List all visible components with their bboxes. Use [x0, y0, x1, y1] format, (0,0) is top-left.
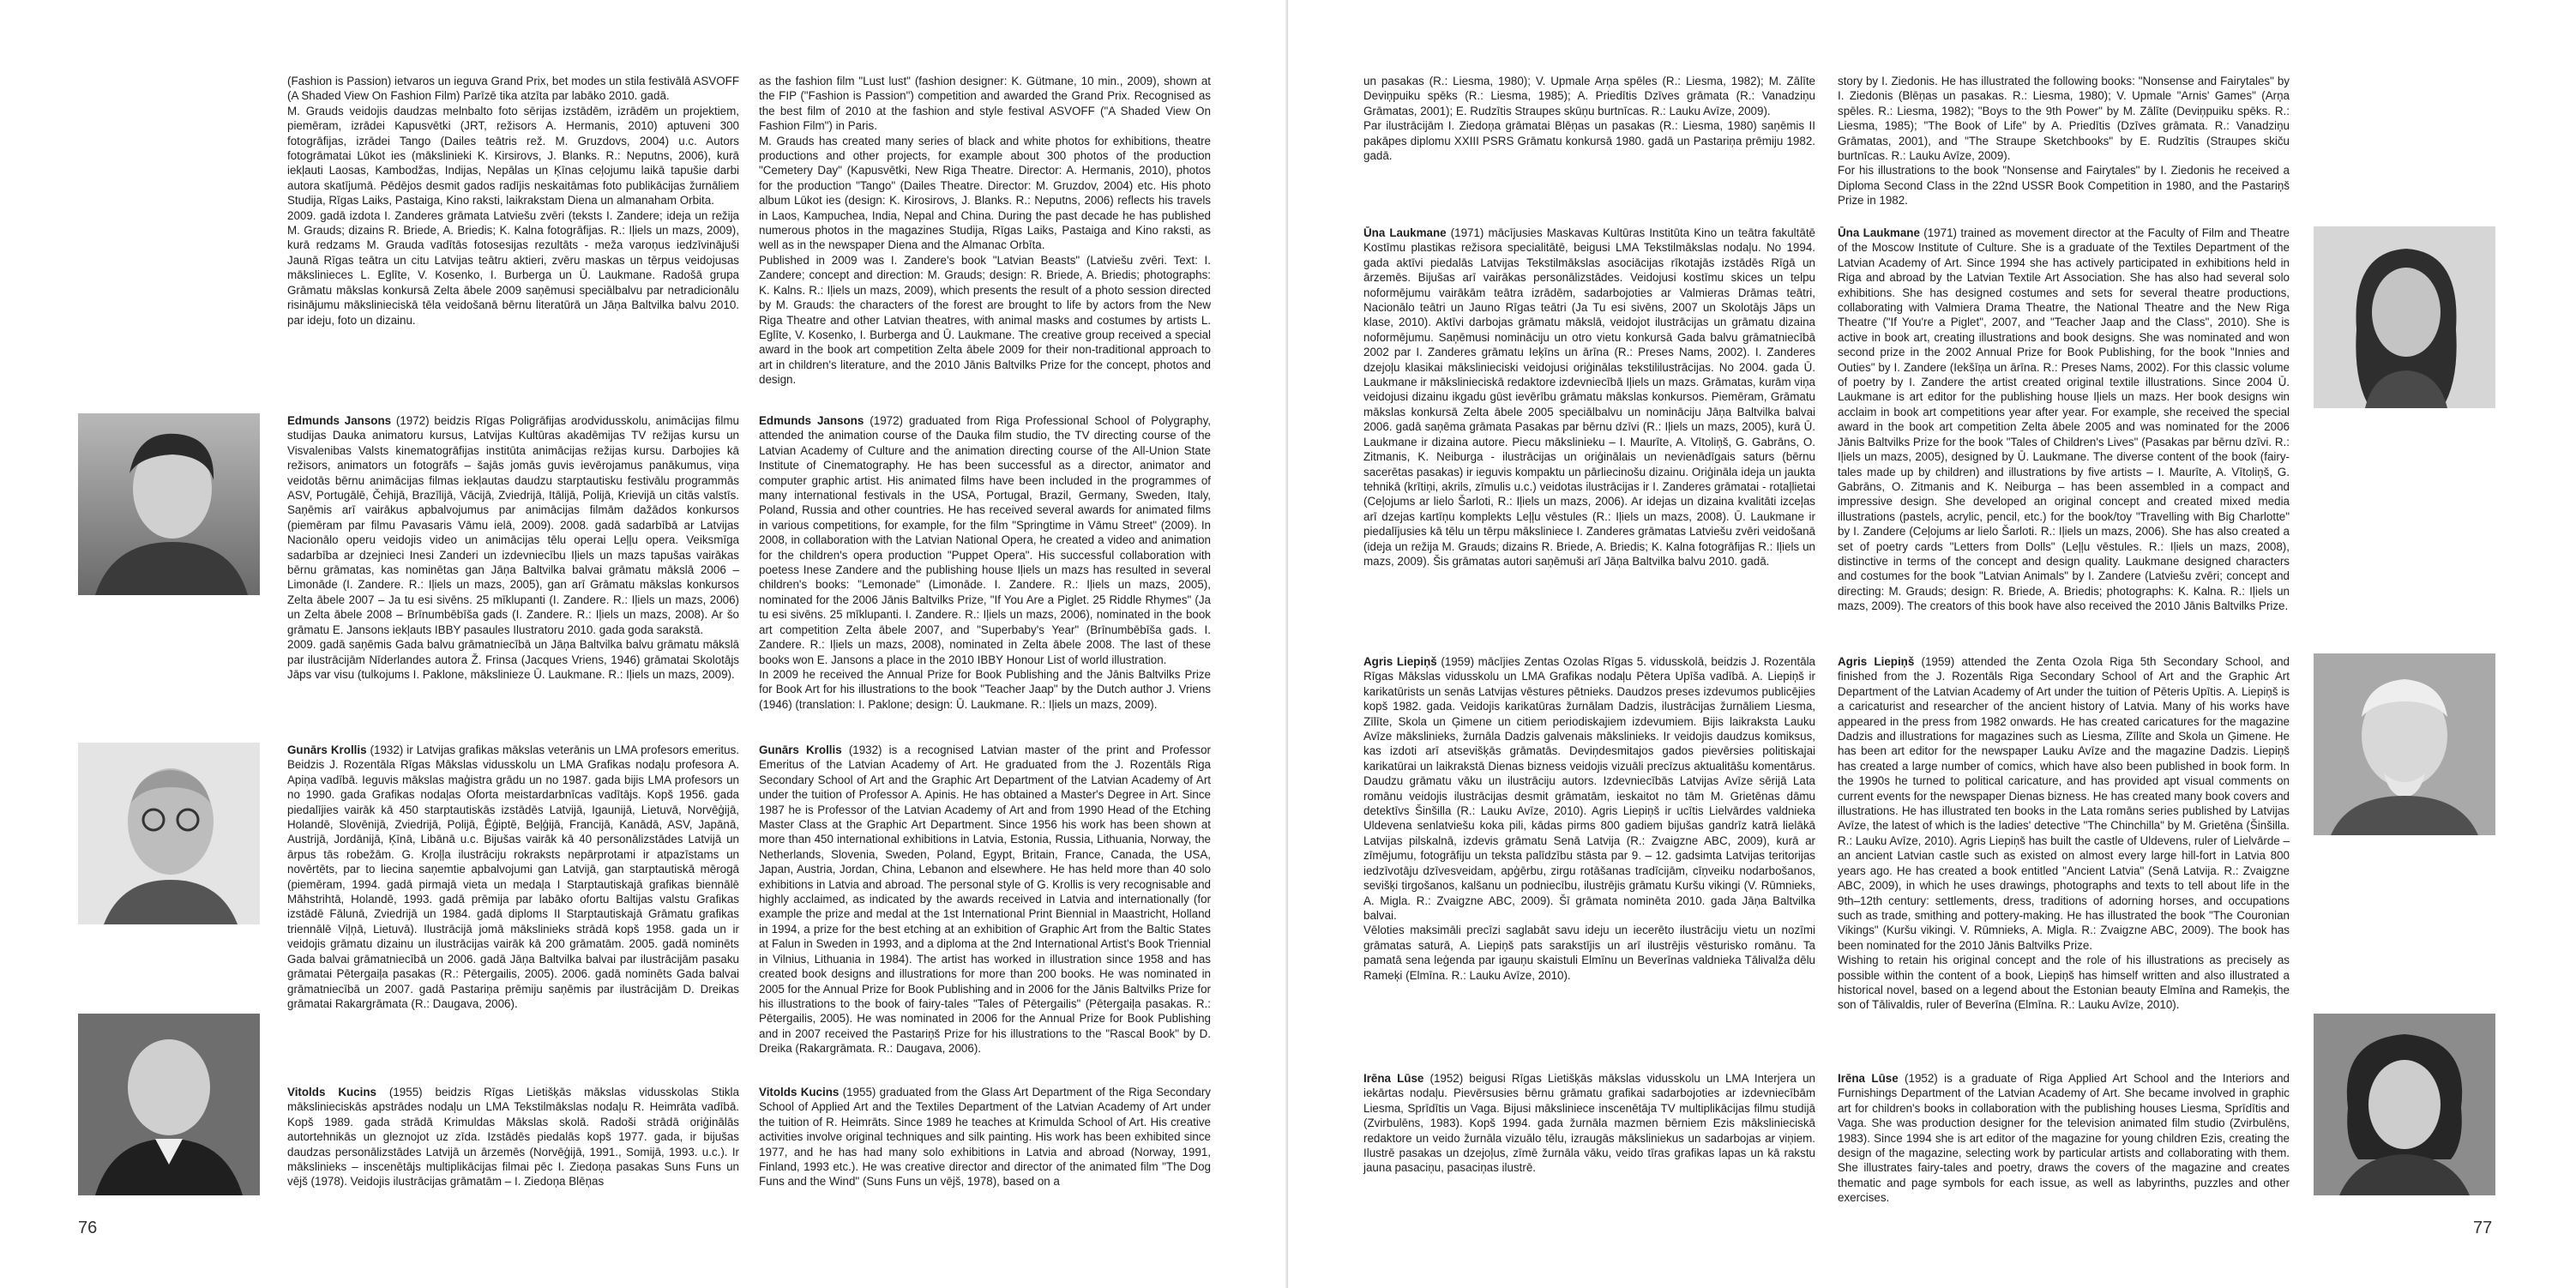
bio-text: (1959) mācījies Zentas Ozolas Rīgas 5. vidusskolā, beidzis J. Rozentāla Rīgas Mākslas vidusskolu un LMA Grafikas nodaļu Pētera Upīša vadībā. A. Liepiņš ir karikatūrists un senās Latvijas vēstures pētnieks. Daudzos preses izdevumos publicējies kopš 1982. gada. Veidojis karikatūras žurnālam Dadzis, ilustrācijas žurnāliem Liesma, Zīlīte, Skola un Ģimene un citiem periodiskajiem izdevumiem. Bijis laikraksta Lauku Avīze mākslinieks, žurnāla Dadzis galvenais mākslinieks. Ir veidojis daudzus komiksus, kas izdoti arī atsevišķās grāmatās. Deviņdesmitajos gados pievērsies politiskajai karikatūrai un laikrakstā Dienas bizness veidojis vizuāli precīzus aktualitāšu komentārus. Daudzu grāmatu vāku un ilustrāciju autors. Izdevniecībās Latvijas Avīze sērijā Lata romānu veidojis ilustrācijas desmit grāmatām, ieskaitot no tām M. Grietēnas dāmu detektīvs Šinšilla (R.: Lauku Avīze, 2010). Agris Liepiņš ir ucītis Lielvārdes valdnieka Uldevena senlatviešu koka pili, kādas pirms 800 gadiem bijušas gandrīz katrā lielākā Latvijas pilskalnā, izdevis grāmatu Senā Latvija (R.: Zvaigzne ABC, 2009), kurā ar zīmējumu, fotogrāfiju un teksta palīdzību stāsta par 9. – 12. gadsimta Latvijas teritorijas iedzīvotāju dzīvesveidam, apģērbu, zirgu rotāšanas tradīcijām, cīņveiku nodarbošanos, sevišķi tirgošanos, kalšanu un podniecību, ilustrējis grāmatu Kuršu vikingi (V. Rūmnieks, A. Migla. R.: Zvaigzne ABC, 2009). Šī grāmata nominēta 2010. gada Jāņa Baltvilka balvai. Vēloties maksimāli precīzi saglabāt savu ideju un iecerēto ilustrāciju vietu un nozīmi grāmatas saturā, A. Liepiņš pats sarakstījis un arī ilustrējis vēsturisko romānu. Ta pamatā sena leģenda par igauņu skaistuli Elmīnu un Beverīnas valdnieka Tālivalža dēlu Rameķi (Elmīna. R.: Lauku Avīze, 2010).: [1363, 655, 1815, 982]
paragraph: (Fashion is Passion) ietvaros un ieguva Grand Prix, bet modes un stila festivālā ASVOFF (A Shaded View On Fashion Film) Parīzē tika atzīta par labāko 2010. gadā.: [287, 75, 739, 103]
entry-en-agris-liepins: [1838, 654, 2290, 1013]
entry-en-vitolds-kucins: [759, 1085, 1211, 1205]
bio-text: (1932) ir Latvijas grafikas mākslas veterānis un LMA profesors emeritus. Beidzis J. Rozentāla Rīgas Mākslas vidusskolu un LMA Grafikas nodaļu profesora A. Apiņa vadībā. Ieguvis mākslas maģistra grādu un no 1987. gada bijis LMA profesors un no 1990. gada Grafikas nodaļas Oforta meistardarbnīcas vadītājs. Kopš 1956. gada piedalījies vairāk kā 450 starptautiskās izstādēs Latvijā, Igaunijā, Lietuvā, Norvēģijā, Holandē, Slovēnijā, Zviedrijā, Polijā, Ēģiptē, Beļģijā, Francijā, Kanādā, ASV, Japānā, Austrijā, Jordānijā, Ķīnā, Libānā u.c. Bijušas vairāk kā 40 personālizstādes Latvijā un ārpus tās robežām. G. Kroļļa ilustrāciju rokraksts nepārprotami ir atpazīstams un novērtēts, par to liecina saņemtie apbalvojumi gan Latvijā, gan starptautiskā mērogā (piemēram, 1994. gadā pirmajā vieta un medaļa I Starptautiskajā grafikas biennālē Māhstrihtā, Holandē, 1993. gadā prēmija par labāko ofortu Baltijas valstu Grafikas izstādē Fālunā, Zviedrijā un 1984. gadā diploms II Starptautiskajā Grāmatu grafikas triennālē Viļņā, Lietuvā). Ilustrācijā jomā mākslinieks strādā kopš 1958. gada un ir veidojis grāmatu dizainu un ilustrācijas vairāk kā 200 grāmatām. 2005. gadā nominēts Gada balvai grāmatniecībā un 2006. gadā Jāņa Baltvilka balvai par ilustrācijām pasaku grāmatai Pētergaiļa pasakas (R.: Pētergailis, 2005). 2006. gadā nominēts Gada balvai grāmatniecībā un 2007. gadā Pastariņa prēmiju saņēmis par ilustrācijām D. Dreikas grāmatai Rakargrāmata (R.: Daugava, 2006).: [287, 743, 739, 1010]
paragraph: 2009. gadā izdota I. Zanderes grāmata Latviešu zvēri (teksts I. Zandere; ideja un režija M. Grauds; dizains R. Briede, A. Briedis; K. Kalna fotogrāfijas. R.: Iļiels un mazs, 2009), kurā redzams M. Grauda vadītās fotosesijas rezultāts - meža varoņus iedzīvinājuši Jaunā Rīgas teātra un citu Latvijas teātru aktieri, zvēru maskas un tērpus veidojusas mākslinieces L. Eglīte, V. Kosenko, I. Burberga un Ū. Laukmane. Radošā grupa Grāmatu mākslas konkursā Zelta ābele 2009 saņēmusi speciālbalvu par netradicionālu risinājumu mākslinieciskā tēla veidošanā bērnu literatūrā un Jāņa Baltvilka balvu 2010. par ideju, foto un dizainu.: [287, 208, 739, 327]
entry-en-una-laukmane: [1838, 226, 2290, 613]
entry-lv-agris-liepins: [1363, 654, 1815, 1013]
page-number-left: 76: [78, 1219, 98, 1237]
portrait-photo: [2314, 653, 2495, 835]
paragraph: Par ilustrācijām I. Ziedoņa grāmatai Blēņas un pasakas (R.: Liesma, 1980) saņēmis II pakāpes diplomu XXIII PSRS Grāmatu konkursā 1980. gadā un Pastariņa prēmiju 1982. gadā.: [1363, 119, 1815, 163]
entry-lv-gunars-krollis: [287, 743, 739, 1053]
portrait-irena-luse: [2314, 1014, 2495, 1195]
right-page: [1288, 0, 2576, 1288]
person-name: Vitolds Kucins: [287, 1086, 376, 1098]
entry-en-gunars-krollis: [759, 743, 1211, 1056]
person-name: Vitolds Kucins: [759, 1086, 840, 1098]
person-name: Gunārs Krollis: [287, 743, 367, 756]
paragraph: story by I. Ziedonis. He has illustrated the following books: "Nonsense and Fairytales" by I. Ziedonis (Blēņas un pasakas. R.: Liesma, 1980); V. Upmale "Arnis' Games" (Arņa spēles. R.: Liesma, 1982); "Boys to the 9th Power" by M. Zālīte (Deviņpuiku spēks. R.: Liesma, 1985); "The Book of Life" by A. Priedītis (Dzīves grāmata. R.: Vanadziņu Grāmatas, 2001), and "The Straupe Sketchbooks" by E. Rudzītis (Straupes skiču burtnīcas. R.: Lauku Avīze, 2009).: [1838, 75, 2290, 163]
person-name: Irēna Lūse: [1838, 1072, 1899, 1085]
intro-en-column: [1838, 74, 2290, 208]
portrait-edmunds-jansons: [78, 413, 260, 595]
bio-text: (1971) mācījusies Maskavas Kultūras Institūta Kino un teātra fakultātē Kostīmu plastikas režisora specialitātē, beigusi LMA Tekstilmākslas nodaļu. No 1994. gada aktīvi piedalās Latvijas Tekstilmākslas asociācijas rīkotajās izstādēs Rīgā un ārzemēs. Bijušas arī vairākas personālizstādes. Veidojusi kostīmu skices un telpu noformējumu vairākām teātra izrādēm, sadarbojoties ar Valmieras Drāmas teātri, Nacionālo teātri un Jauno Rīgas teātri (Ja Tu esi sivēns, 2007 un Skolotājs Jāps un klase, 2010). Aktīvi darbojas grāmatu mākslā, veidojot ilustrācijas un grāmatu dizaina noformējumu. Saņēmusi nomināciju un otro vietu konkursā Gada balvu grāmatniecībā 2002 par I. Zanderes grāmatu Ieķīns un ārīna (R.: Preses Nams, 2002). I. Zanderes dzejoļu klasikai mākslinieciski veidojusi oriģinālas tekstililustrācijas. No 2004. gada Ū. Laukmane ir mākslinieciskā redaktore izdevniecībā Iļiels un mazs. Grāmatas, kurām viņa veidojusi dizainu ikgadu gūst ievērību grāmatu mākslas konkursos. Piemēram, Grāmatu mākslas konkursā Zelta ābele 2005 speciālbalvu un nomināciju Jāņa Baltvilka balvai 2006. gadā saņēma grāmata Pasakas par bērnu dzīvi (R.: Iļiels un mazs, 2005), kurā Ū. Laukmane ir dizaina autore. Piecu mākslinieku – I. Maurīte, A. Vītoliņš, G. Gabrāns, O. Zitmanis, K. Neiburga - ilustrācijas un oriģinālais un nevienādīgais saturs (bērnu sacerētas pasakas) ir ieguvis kompaktu un pārliecinošu dizainu. Oriģināla ideja un jaukta tehnikā (krītiņi, akrils, zīmulis u.c.) veidotas ilustrācijas ir I. Zanderes grāmatai - rotaļlietai (Ceļojums ar lielo Šarloti, R.: Iļiels un mazs, 2006). Ar idejas un dizaina kvalitāti izceļas arī dzejas kartīņu komplekts Leļļu vēstules (R.: Iļiels un mazs, 2008). Ū. Laukmane ir piedalījusies kā tēlu un tērpu māksliniece I. Zanderes grāmatas Latviešu zvēri veidošanā (ideja un režija M. Grauds; dizains R. Briede, A. Briedis; K. Kalna fotogrāfijas R.: Iļiels un mazs, 2009). Šis grāmatas autori saņēmuši arī Jāņa Baltvilka balvu 2010. gadā.: [1363, 226, 1815, 568]
portrait-photo: [2314, 226, 2495, 408]
person-name: Ūna Laukmane: [1363, 226, 1447, 239]
page-number-right: 77: [2473, 1219, 2493, 1237]
intro-lv-column: [287, 74, 739, 338]
bio-text: (1972) graduated from Riga Professional School of Polygraphy, attended the animation course of the Dauka film studio, the TV directing course of the Latvian Academy of Culture and the animation directing course of the All-Union State Institute of Cinematography. He has been successful as a director, animator and computer graphic artist. His animated films have been included in the programmes of many international festivals in the USA, Portugal, Brazil, Germany, Sweden, Italy, Poland, Russia and other countries. He has received several awards for animated films in various competitions, for example, for the film "Springtime in Vāmu Street" (2009). In 2008, in collaboration with the Latvian National Opera, he created a video and animation for the children's opera production "Puppet Opera". His successful collaboration with poetess Inese Zandere and the publishing house Iļiels un mazs has resulted in several children's books: "Lemonade" (Limonāde. I. Zandere. R.: Iļiels un mazs, 2005), nominated for the 2006 Jānis Baltvilks Prize, "If You Are a Piglet. 25 Riddle Rhymes" (Ja tu esi sivēns. 25 mīklupanti. I. Zandere. R.: Iļiels un mazs, 2006), nominated in the book art competition Zelta ābele 2007, and "Superbaby's Year" (Brīnumbēbīša gads. I. Zandere. R.: Iļiels un mazs, 2008), nominated in Zelta ābele 2008. The last of these books won E. Jansons a place in the 2010 IBBY Honour List of world illustration. In 2009 he received the Annual Prize for Book Publishing and the Jānis Baltvilks Prize for Book Art for his illustrations to the book "Teacher Jaap" by the Dutch author J. Vriens (1946) (translation: I. Paklone; design: Ū. Laukmane. R.: Iļiels un mazs, 2009).: [759, 414, 1211, 711]
entry-en-edmunds-jansons: [759, 413, 1211, 711]
person-name: Edmunds Jansons: [287, 414, 392, 427]
person-name: Irēna Lūse: [1363, 1072, 1424, 1085]
person-name: Edmunds Jansons: [759, 414, 864, 427]
intro-en-column: [759, 74, 1211, 387]
portrait-vitolds-kucins: [78, 1014, 260, 1195]
person-name: Agris Liepiņš: [1838, 655, 1915, 668]
person-name: Ūna Laukmane: [1838, 226, 1920, 239]
person-name: Agris Liepiņš: [1363, 655, 1437, 668]
intro-lv-column: [1363, 74, 1815, 202]
portrait-photo: [78, 743, 260, 924]
bio-text: (1955) beidzis Rīgas Lietišķās mākslas vidusskolas Stikla mākslinieciskās apstrādes nodaļu un LMA Tekstilmākslas nodaļu R. Heimrāta vadībā. Kopš 1989. gada strādā Krimuldas Mākslas skolā. Radoši strādā oriģinālās autortehnikās un gleznojot uz zīda. Izstādēs piedalās kopš 1977. gada, ir bijušas daudzas personālizstādes Latvijā un ārzemēs (Norvēģijā, 1991., Somijā, 1993. u.c.). Ir mākslinieks – inscenētājs multiplikācijas filmai pēc I. Ziedoņa pasakas Suns Funs un vējš (1978). Veidojis ilustrācijas grāmatām – I. Ziedoņa Blēņas: [287, 1086, 739, 1189]
entry-lv-edmunds-jansons: [287, 413, 739, 681]
bio-text: (1952) beigusi Rīgas Lietišķās mākslas vidusskolu un LMA Interjera un iekārtas nodaļu. Pievērsusies bērnu grāmatu grafikai sadarbojoties ar izdevniecībām Liesma, Sprīdītis un Vaga. Bijusi māksliniece inscenētāja TV multiplikācijas filmu studijā (Zvirbulēns, 1983). Kopš 1994. gada žurnāla mazmen bērniem Ezis mākslinieciskā redaktore un veido žurnāla vizuālo tēlu, izraugās māksliniekus un sadarbojas ar viņiem. Ilustrē pasakas un dzejoļus, zīmē žurnāla vāku, veido tīras grafikas lapas un kā rakstu jauna pasaciņu, pasaciņas ilustrē.: [1363, 1072, 1815, 1175]
paragraph: For his illustrations to the book "Nonsense and Fairytales" by I. Ziedonis he received a Diploma Second Class in the 22nd USSR Book Competition in 1980, and the Pastariņš Prize in 1982.: [1838, 164, 2290, 208]
portrait-photo: [2314, 1014, 2495, 1195]
paragraph: M. Grauds veidojis daudzas melnbalto foto sērijas izstādēm, izrādēm un projektiem, piemēram, izrādei Kapusvētki (JRT, režisors A. Hermanis, 2010) aptuveni 300 fotogrāfijas, izrādei Tango (Dailes teātris rež. M. Gruzdovs, 2004) u.c. Autors fotogrāmatai Lūkot ies (mākslinieki K. Kirsirovs, J. Blanks. R.: Neputns, 2006), kurā iekļauti Laosas, Kambodžas, Indijas, Nepālas un Ķīnas ceļojumu laikā tapušie darbi autora skatījumā. Pēdējos desmit gados radījis neskaitāmas foto publikācijas žurnāliem Studija, Rīgas Laiks, Pastaiga, Kino raksti, laikrakstam Diena un almanaham Orbita.: [287, 104, 739, 208]
bio-text: (1972) beidzis Rīgas Poligrāfijas arodvidusskolu, animācijas filmu studijas Dauka animatoru kursus, Latvijas Kultūras akadēmijas TV režijas kursu un Visvalenibas Valsts kinematogrāfijas institūta animācijas režijas kursu. Darbojies kā režisors, animators un fotogrāfs – šajās jomās guvis ievērojamus panākumus, viņa veidotās bērnu animācijas filmas iekļautas daudzu starptautisku festivālu programmās ASV, Portugālē, Čehijā, Brazīlijā, Vācijā, Zviedrijā, Itālijā, Polijā, Krievijā un citās valstīs. Saņēmis arī vairākus apbalvojumus par animācijas filmām dažādos konkursos (piemēram par filmu Pavasaris Vāmu ielā, 2009). 2008. gadā sadarbībā ar Latvijas Nacionālo operu veidojis video un animācijas tēlu operai Leļļu opera. Veiksmīga sadarbība ar dzejnieci Inesi Zanderi un izdevniecību Iļiels un mazs tapušas vairākas bērnu grāmatas, kas nominētas gan Jāņa Baltvilka balvai grāmatu mākslā 2006 – Limonāde (I. Zandere. R.: Iļiels un mazs, 2005), gan arī Grāmatu mākslas konkursos Zelta ābele 2007 – Ja tu esi sivēns. 25 mīklupanti (I. Zandere. R.: Iļiels un mazs, 2006) un Zelta ābele 2008 – Brīnumbēbīša gads (I. Zandere. R.: Iļiels un mazs, 2008). Ar šo grāmatu E. Jansons iekļauts IBBY pasaules Ilustratoru 2010. gada goda sarakstā. 2009. gadā saņēmis Gada balvu grāmatniecībā un Jāņa Baltvilka balvu grāmatu mākslā par ilustrācijām Nīderlandes autora Ž. Frinsa (Jacques Vriens, 1946) grāmatai Skolotājs Jāps var visu (tulkojums I. Paklone, mākslinieze Ū. Laukmane. R.: Iļiels un mazs, 2009).: [287, 414, 739, 681]
bio-text: (1932) is a recognised Latvian master of the print and Professor Emeritus of the Latvian Academy of Art. He graduated from the J. Rozentāls Riga Secondary School of Art and the Graphic Art Department of the Latvian Academy of Art under the tuition of Professor A. Apinis. He has obtained a Master's Degree in Art. Since 1987 he is Professor of the Latvian Academy of Art and from 1990 Head of the Etching Master Class at the Graphic Art Department. Since 1956 his work has been shown at more than 450 international exhibitions in Latvia, Estonia, Russia, Lithuania, Norway, the Netherlands, Slovenia, Sweden, Poland, Egypt, Britain, France, Canada, the USA, Japan, Austria, Jordan, China, Lebanon and elsewhere. He has held more than 40 solo exhibitions in Latvia and abroad. The personal style of G. Krollis is very recognisable and highly acclaimed, as indicated by the awards received in Latvia and internationally (for example the prize and medal at the 1st International Print Biennial in Maastricht, Holland in 1994, a prize for the best etching at an exhibition of Graphic Art from the Baltic States at Falun in Sweden in 1993, and a diploma at the 2nd International Artist's Book Triennial in Vilnius, Lithuania in 1984). The artist has worked in illustration since 1958 and has created book designs and illustrations for more than 200 books. He was nominated in 2005 for the Annual Prize for Book Publishing and in 2006 for the Jānis Baltvilks Prize for his illustrations to the book of fairy-tales "Tales of Pētergailis" (Pētergaiļa pasakas. R.: Pētergailis, 2005). He was nominated in 2006 for the Annual Prize for Book Publishing and in 2007 received the Pastariņš Prize for his illustrations to the "Rascal Book" by D. Dreika (Rakargrāmata. R.: Daugava, 2006).: [759, 743, 1211, 1056]
bio-text: (1971) trained as movement director at the Faculty of Film and Theatre of the Moscow Institute of Culture. She is a graduate of the Textiles Department of the Latvian Academy of Art. Since 1994 she has actively participated in exhibitions held in Riga and abroad by the Latvian Textile Art Association. She has also had several solo exhibitions. She has designed costumes and sets for several theatre productions, collaborating with Valmiera Drama Theatre, the National Theatre and the New Riga Theatre ("If You're a Piglet", 2007, and "Teacher Jaap and the Class", 2010). She is active in book art, creating illustrations and book designs. She was nominated and won second prize in the 2002 Annual Prize for Book Publishing, for the book "Innies and Outies" by I. Zandere (Iekšīņa un ārīna. R.: Preses Nams, 2002). For this classic volume of poetry by I. Zandere the artist created original textile illustrations. Since 2004 Ū. Laukmane is art editor for the publishing house Iļiels un mazs. Her book designs win acclaim in book art competitions year after year. For example, she received the special award in the book art competition Zelta ābele 2005 and was nominated for the 2006 Jānis Baltvilks Prize for the book "Tales of Children's Lives" (Pasakas par bērnu dzīvi. R.: Iļiels un mazs, 2005), designed by Ū. Laukmane. The diverse content of the book (fairy-tales made up by children) and illustrations by five artists – I. Maurīte, A. Vītoliņš, G. Gabrāns, O. Zitmanis and K. Neiburga – has been assembled in a compact and impressive design. She developed an original concept and created mixed media illustrations (pastels, acrylic, pencil, etc.) for the book/toy "Travelling with Big Charlotte" by I. Zandere (Ceļojums ar lielo Šarloti. R.: Iļiels un mazs, 2006). She has also created a set of poetry cards "Letters from Dolls" (Leļļu vēstules. R.: Iļiels un mazs, 2008), distinctive in terms of the concept and design quality. Laukmane designed characters and costumes for the book "Latvian Animals" by I. Zandere (Latviešu zvēri; concept and directing: M. Grauds; design: R. Briede, A. Briedis; photographs: K. Kalna. R.: Iļiels un mazs, 2009). The creators of this book have also received the 2010 Jānis Baltvilks Prize.: [1838, 226, 2290, 613]
paragraph: as the fashion film "Lust lust" (fashion designer: K. Gütmane, 10 min., 2009), shown at the FIP ("Fashion is Passion") competition and awarded the Grand Prix. Recognised as the best film of 2010 at the fashion and style festival ASVOFF ("A Shaded View On Fashion Film") in Paris.: [759, 75, 1211, 133]
paragraph: M. Grauds has created many series of black and white photos for exhibitions, theatre productions and other projects, for example about 300 photos of the production "Cemetery Day" (Kapusvētki, New Riga Theatre. Director: A. Hermanis, 2010), photos for the production "Tango" (Dailes Theatre. Director: M. Gruzdov, 2004) etc. His photo album Lūkot ies (design: K. Kirosirovs, J. Blanks. R.: Neputns, 2006) reflects his travels in Laos, Kampuchea, India, Nepal and China. During the past decade he has published numerous photos in the magazines Studija, Rīgas Laiks, Pastaiga and Kino raksti, as well as in the newspaper Diena and the Almanac Orbīta.: [759, 134, 1211, 252]
paragraph: un pasakas (R.: Liesma, 1980); V. Upmale Arņa spēles (R.: Liesma, 1982); M. Zālīte Deviņpuiku spēks (R.: Liesma, 1985); A. Priedītis Dzīves grāmata (R.: Vanadziņu Grāmatas, 2001); E. Rudzītis Straupes skūņu burtnīcas. R.: Lauku Avīze, 2009).: [1363, 75, 1815, 117]
entry-lv-una-laukmane: [1363, 226, 1815, 593]
portrait-photo: [78, 413, 260, 595]
portrait-gunars-krollis: [78, 743, 260, 924]
person-name: Gunārs Krollis: [759, 743, 842, 756]
bio-text: (1952) is a graduate of Riga Applied Art School and the Interiors and Furnishings Department of the Latvian Academy of Art. She became involved in graphic art for children's books in collaboration with the publishing houses Liesma, Sprīdītis and Vaga. She was production designer for the television animated film studio (Zvirbulēns, 1983). Since 1994 she is art editor of the magazine for young children Ezis, creating the design of the magazine, selecting work by particular artists and collaborating with them. She illustrates fairy-tales and poetry, draws the covers of the magazine and creates thematic and page symbols for each issue, as well as labyrinths, puzzles and other exercises.: [1838, 1072, 2290, 1205]
paragraph: Published in 2009 was I. Zandere's book "Latvian Beasts" (Latviešu zvēri. Text: I. Zandere; concept and direction: M. Grauds; design: R. Briede, A. Briedis; photographs: K. Kalns. R.: Iļiels un mazs, 2009), which presents the result of a photo session directed by M. Grauds: the characters of the forest are brought to life by actors from the New Riga Theatre and other Latvian theatres, with animal masks and costumes by artists L. Eglīte, V. Kosenko, I. Burberga and Ū. Laukmane. The creative group received a special award in the book art competition Zelta ābele 2009 for their non-traditional approach to art in children's literature, and the 2010 Jānis Baltvilks Prize for the concept, photos and design.: [759, 253, 1211, 387]
entry-en-irena-luse: [1838, 1071, 2290, 1205]
entry-lv-vitolds-kucins: [287, 1085, 739, 1205]
entry-lv-irena-luse: [1363, 1071, 1815, 1200]
portrait-photo: [78, 1014, 260, 1195]
portrait-agris-liepins: [2314, 653, 2495, 835]
portrait-una-laukmane: [2314, 226, 2495, 408]
bio-text: (1955) graduated from the Glass Art Department of the Riga Secondary School of Applied Art and the Textiles Department of the Latvian Academy of Art under the tuition of R. Heimrāts. Since 1989 he teaches at Krimulda School of Art. His creative activities involve original techniques and silk painting. His work has been exhibited since 1977, and he has had many solo exhibitions in Latvia and abroad (Norway, 1991, Finland, 1993 etc.). He was creative director and director of the animated film "The Dog Funs and the Wind" (Suns Funs un vējš, 1978), based on a: [759, 1086, 1211, 1189]
bio-text: (1959) attended the Zenta Ozola Riga 5th Secondary School, and finished from the J. Rozentāls Riga Secondary School of Art and the Graphic Art Department of the Latvian Academy of Art under the tuition of Pēteris Upītis. A. Liepiņš is a caricaturist and researcher of the ancient history of Latvia. Many of his works have appeared in the press from 1982 onwards. He has created caricatures for the magazine Dadzis and illustrations for magazines such as Liesma, Zīlīte and Skola un Ģimene. He has been art editor for the newspaper Lauku Avīze and the magazine Dadzis. Liepiņš has created a large number of comics, which have also been published in book form. In the 1990s he turned to political caricature, and has provided apt visual comments on current events for the newspaper Dienas bizness. He has created many book covers and illustrations. He has illustrated ten books in the Lata romāns series published by Latvijas Avīze, the latest of which is the ladies' detective "The Chinchilla" by M. Grietēna (Šinšilla. R.: Lauku Avīze, 2010). Agris Liepiņš has built the castle of Uldevens, ruler of Lielvārde – an ancient Latvian castle such as existed on almost every large hill-fort in Latvia 800 years ago. He has created a book entitled "Ancient Latvia" (Senā Latvija. R.: Zvaigzne ABC, 2009), in which he uses drawings, photographs and texts to tell about life in the 9th–12th century: settlements, dress, traditions of adorning horses, and occupations such as trade, smithing and pottery-making. He has illustrated the book "The Couronian Vikings" (Kuršu vikingi. V. Rūmnieks, A. Migla. R.: Zvaigzne ABC, 2009). The book has been nominated for the 2010 Jānis Baltvilks Prize. Wishing to retain his original concept and the role of his illustrations as precisely as possible within the content of a book, Liepiņš has himself written and also illustrated a historical novel, based on a legend about the Estonian beauty Elmīna and Rameķis, the son of Tālivaldis, ruler of Beverīna (Elmīna. R.: Lauku Avīze, 2010).: [1838, 655, 2290, 1012]
